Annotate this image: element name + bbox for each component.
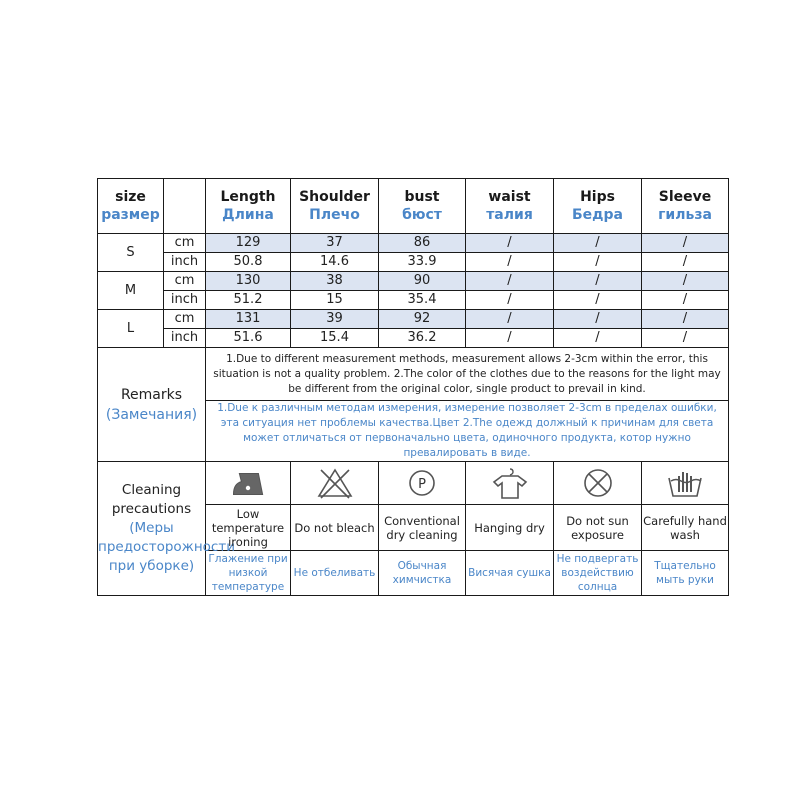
remarks-label-en: Remarks <box>120 386 183 403</box>
value-cell: / <box>554 272 642 291</box>
value-cell: / <box>554 329 642 348</box>
ironing-icon-cell <box>206 462 291 505</box>
value-cell: 33.9 <box>379 253 466 272</box>
value-cell: / <box>466 234 554 253</box>
value-cell: 51.2 <box>206 291 291 310</box>
bleach-icon-cell <box>291 462 379 505</box>
value-cell: 36.2 <box>379 329 466 348</box>
value-cell: 14.6 <box>291 253 379 272</box>
size-label-m: M <box>98 272 164 310</box>
value-cell: / <box>642 329 729 348</box>
value-cell: 35.4 <box>379 291 466 310</box>
cleaning-name-ru: Тщательно мыть руки <box>642 551 729 596</box>
cleaning-name: Hanging dry <box>466 505 554 551</box>
table-row <box>98 291 729 310</box>
remarks-label <box>98 348 206 462</box>
value-cell: 15.4 <box>291 329 379 348</box>
size-label-s: S <box>98 234 164 272</box>
do-not-sun-icon <box>578 466 618 500</box>
shoulder-header-en: Shoulder <box>299 189 370 205</box>
remarks-text-en: 1.Due to different measurement methods, measurement allows 2-3cm within the error, this situation is not a quality problem. 2.The color of the clothes due to the reasons for the light may be different from the original color, single product to prevail in kind. <box>206 348 729 401</box>
unit-cell: cm <box>164 310 206 329</box>
value-cell: / <box>642 310 729 329</box>
hips-header-en: Hips <box>580 189 615 205</box>
value-cell: / <box>642 291 729 310</box>
value-cell: / <box>554 291 642 310</box>
hanging-dry-icon-cell <box>466 462 554 505</box>
value-cell: / <box>466 310 554 329</box>
value-cell: / <box>642 234 729 253</box>
table-row <box>98 234 729 253</box>
cleaning-icon-row <box>98 462 729 505</box>
cleaning-name: Conventional dry cleaning <box>379 505 466 551</box>
value-cell: / <box>554 234 642 253</box>
size-header-ru: размер <box>101 207 160 223</box>
cleaning-name: Low temperature ironing <box>206 505 291 551</box>
table-row <box>98 253 729 272</box>
shoulder-header-ru: Плечо <box>309 207 360 223</box>
value-cell: / <box>642 272 729 291</box>
remarks-label-ru: (Замечания) <box>105 406 198 423</box>
cleaning-name: Do not bleach <box>291 505 379 551</box>
hips-header-ru: Бедра <box>572 207 623 223</box>
hand-wash-icon <box>665 466 705 500</box>
waist-header-en: waist <box>488 189 531 205</box>
cleaning-label-en: Cleaning precautions <box>111 482 192 517</box>
cleaning-label <box>98 462 235 596</box>
value-cell: / <box>466 291 554 310</box>
cleaning-name-ru: Обычная химчистка <box>379 551 466 596</box>
value-cell: / <box>466 272 554 291</box>
value-cell: 131 <box>206 310 291 329</box>
cleaning-name-ru: Глажение при низкой температуре <box>206 551 291 596</box>
sleeve-header-ru: гильза <box>658 207 712 223</box>
length-header-ru: Длина <box>222 207 274 223</box>
sleeve-header-en: Sleeve <box>658 189 712 205</box>
unit-cell: inch <box>164 291 206 310</box>
value-cell: 92 <box>379 310 466 329</box>
size-chart-table <box>97 178 729 596</box>
waist-header-ru: талия <box>486 207 533 223</box>
value-cell: 37 <box>291 234 379 253</box>
length-header-en: Length <box>220 189 276 205</box>
remarks-text-ru: 1.Due к различным методам измерения, измерение позволяет 2-3cm в пределах ошибки, эта ситуация нет проблемы качества.Цвет 2.The одежд должный к причинам для света может отличаться от первоначально цвета, одиночного продукта, котор нужно превалировать в виде. <box>206 401 729 462</box>
bust-header-ru: бюст <box>402 207 442 223</box>
low-temperature-ironing-icon <box>228 466 268 500</box>
value-cell: 50.8 <box>206 253 291 272</box>
unit-cell: cm <box>164 234 206 253</box>
table-row <box>98 329 729 348</box>
value-cell: 90 <box>379 272 466 291</box>
cleaning-name: Carefully hand wash <box>642 505 729 551</box>
unit-header <box>164 179 206 234</box>
cleaning-name-ru: Не подвергать воздействию солнца <box>554 551 642 596</box>
waist-header <box>466 179 554 234</box>
value-cell: 129 <box>206 234 291 253</box>
dry-cleaning-icon-cell <box>379 462 466 505</box>
value-cell: 15 <box>291 291 379 310</box>
value-cell: 51.6 <box>206 329 291 348</box>
dry-cleaning-letter: P <box>418 477 426 492</box>
value-cell: / <box>466 253 554 272</box>
value-cell: 130 <box>206 272 291 291</box>
do-not-bleach-icon <box>315 466 355 500</box>
size-header <box>98 179 164 234</box>
value-cell: / <box>642 253 729 272</box>
sleeve-header <box>642 179 729 234</box>
length-header <box>206 179 291 234</box>
remarks-row <box>98 348 729 401</box>
hips-header <box>554 179 642 234</box>
unit-cell: inch <box>164 253 206 272</box>
value-cell: / <box>554 253 642 272</box>
bust-header <box>379 179 466 234</box>
cleaning-name-ru: Не отбеливать <box>291 551 379 596</box>
hand-wash-icon-cell <box>642 462 729 505</box>
hanging-dry-icon <box>490 466 530 500</box>
shoulder-header <box>291 179 379 234</box>
value-cell: 38 <box>291 272 379 291</box>
unit-cell: inch <box>164 329 206 348</box>
table-row <box>98 272 729 291</box>
value-cell: 39 <box>291 310 379 329</box>
bust-header-en: bust <box>404 189 440 205</box>
unit-cell: cm <box>164 272 206 291</box>
cleaning-name: Do not sun exposure <box>554 505 642 551</box>
table-row <box>98 310 729 329</box>
value-cell: / <box>466 329 554 348</box>
value-cell: / <box>554 310 642 329</box>
cleaning-name-ru: Висячая сушка <box>466 551 554 596</box>
dry-cleaning-icon <box>402 466 442 500</box>
sun-icon-cell <box>554 462 642 505</box>
header-row <box>98 179 729 234</box>
size-header-en: size <box>115 189 146 205</box>
cleaning-label-ru: (Меры предосторожности при уборке) <box>98 520 235 574</box>
size-label-l: L <box>98 310 164 348</box>
value-cell: 86 <box>379 234 466 253</box>
